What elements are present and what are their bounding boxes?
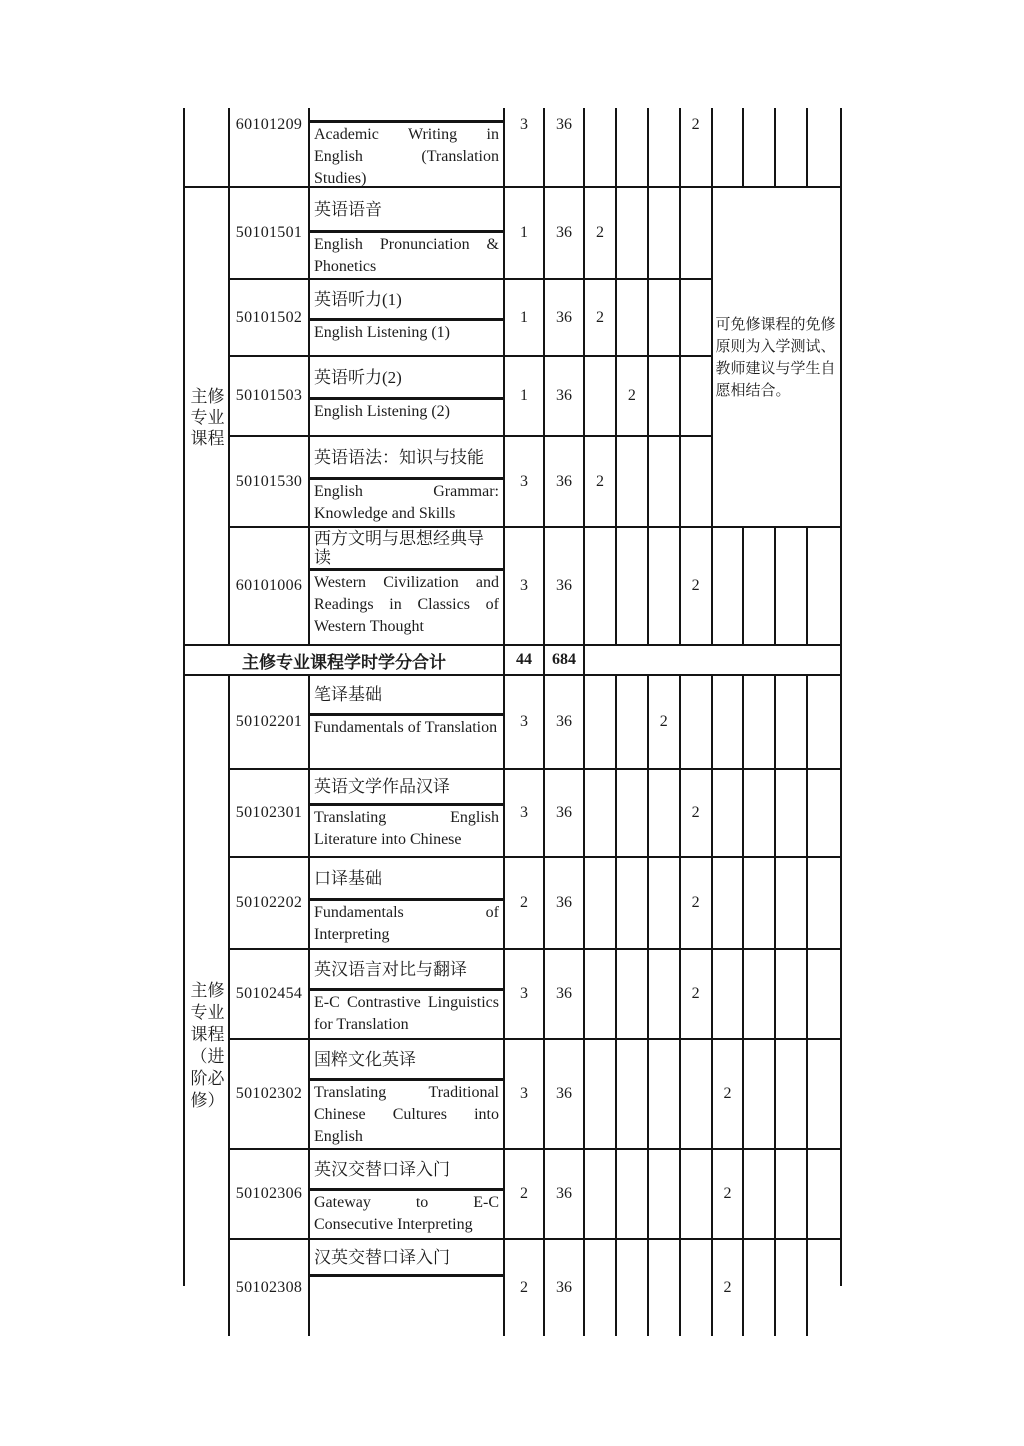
course-name-english: Western Civilization and Readings in Classics of Western Thought (314, 574, 499, 635)
category-label-lower: 主修专业课程（进阶必修） (190, 981, 225, 1110)
course-row (185, 770, 840, 858)
semester-cell (681, 676, 713, 770)
course-name-cell (310, 1040, 505, 1150)
hours-value: 36 (545, 1040, 585, 1150)
course-row (185, 108, 840, 188)
semester-cell (649, 1240, 681, 1336)
semester-cell (617, 1240, 649, 1336)
course-name-cell (310, 1150, 505, 1240)
semester-cell: 2 (585, 280, 617, 357)
semester-cell (808, 1240, 840, 1336)
semester-cell (585, 108, 617, 188)
course-row (185, 1040, 840, 1150)
semester-cell (585, 528, 617, 646)
course-code: 50102302 (230, 1040, 310, 1150)
course-code: 50102301 (230, 770, 310, 858)
course-code: 50102454 (230, 950, 310, 1040)
course-name-cell (310, 108, 505, 188)
semester-cell (776, 1240, 808, 1336)
semester-cell (617, 858, 649, 950)
course-name-cell (310, 280, 505, 357)
credit-value: 3 (505, 770, 545, 858)
semester-cell (649, 950, 681, 1040)
course-name-cell (310, 950, 505, 1040)
hours-value: 36 (545, 1150, 585, 1240)
course-name-english: E-C Contrastive Linguistics for Translation (314, 994, 499, 1033)
hours-value: 36 (545, 676, 585, 770)
semester-cell (808, 858, 840, 950)
course-code: 60101209 (230, 108, 310, 188)
hours-value: 36 (545, 858, 585, 950)
semester-cell (585, 858, 617, 950)
semester-cell (776, 950, 808, 1040)
semester-cell (713, 108, 745, 188)
semester-cell (617, 1040, 649, 1150)
semester-cell (744, 1040, 776, 1150)
hours-value: 36 (545, 770, 585, 858)
semester-cell (649, 1150, 681, 1240)
semester-cell (649, 188, 681, 280)
semester-cell (681, 188, 713, 280)
semester-cell (649, 108, 681, 188)
course-name-cell (310, 858, 505, 950)
semester-cell (744, 1240, 776, 1336)
summary-credits: 44 (505, 646, 545, 676)
semester-cell (585, 1240, 617, 1336)
course-name-chinese: 英语听力(1) (310, 280, 503, 321)
semester-cell (585, 950, 617, 1040)
semester-cell (649, 858, 681, 950)
course-code: 50101503 (230, 357, 310, 437)
summary-label: 主修专业课程学时学分合计 (185, 646, 505, 676)
semester-cell: 2 (681, 770, 713, 858)
course-name-english: Translating Traditional Chinese Cultures into English (314, 1084, 499, 1145)
semester-cell (585, 1040, 617, 1150)
course-name-chinese: 西方文明与思想经典导读 (310, 528, 503, 571)
semester-cell (744, 108, 776, 188)
category-cell (185, 108, 230, 188)
course-name-chinese: 汉英交替口译入门 (310, 1240, 503, 1277)
semester-cell (681, 1150, 713, 1240)
course-name-english: Fundamentals of Interpreting (314, 904, 499, 943)
course-row (185, 528, 840, 646)
semester-cell: 2 (713, 1240, 745, 1336)
course-name-chinese: 口译基础 (310, 858, 503, 901)
course-code: 50102202 (230, 858, 310, 950)
semester-cell (808, 676, 840, 770)
semester-cell: 2 (681, 950, 713, 1040)
hours-value: 36 (545, 950, 585, 1040)
course-name-english: English Listening (1) (314, 324, 450, 341)
course-name-cell (310, 770, 505, 858)
semester-cell (681, 357, 713, 437)
hours-value: 36 (545, 1240, 585, 1336)
semester-cell: 2 (585, 188, 617, 280)
course-name-english: English Pronunciation & Phonetics (314, 236, 499, 275)
semester-cell (808, 950, 840, 1040)
semester-cell (713, 858, 745, 950)
semester-cell: 2 (681, 108, 713, 188)
semester-cell (585, 676, 617, 770)
course-name-cell (310, 188, 505, 280)
semester-cell (776, 1040, 808, 1150)
semester-cell (649, 437, 681, 528)
semester-cell (649, 528, 681, 646)
semester-cell: 2 (681, 528, 713, 646)
semester-cell (617, 437, 649, 528)
credit-value: 2 (505, 1240, 545, 1336)
summary-hours: 684 (545, 646, 585, 676)
course-code: 50102308 (230, 1240, 310, 1336)
course-name-chinese: 英汉交替口译入门 (310, 1150, 503, 1191)
semester-cell (585, 1150, 617, 1240)
summary-row (185, 646, 840, 676)
semester-cell: 2 (617, 357, 649, 437)
course-name-cell (310, 357, 505, 437)
semester-cell (744, 858, 776, 950)
credit-value: 3 (505, 676, 545, 770)
course-name-cell (310, 1240, 505, 1336)
credit-value: 3 (505, 108, 545, 188)
course-code: 50101502 (230, 280, 310, 357)
hours-value: 36 (545, 357, 585, 437)
semester-cell (776, 108, 808, 188)
credit-value: 1 (505, 188, 545, 280)
semester-cell (649, 280, 681, 357)
summary-empty-cell (585, 646, 840, 676)
course-row (185, 1240, 840, 1336)
semester-cell (744, 770, 776, 858)
hours-value: 36 (545, 528, 585, 646)
semester-cell (744, 528, 776, 646)
credit-value: 2 (505, 1150, 545, 1240)
semester-cell (681, 437, 713, 528)
category-label-upper: 主修专业课程 (190, 386, 225, 448)
hours-value: 36 (545, 437, 585, 528)
semester-cell (808, 770, 840, 858)
semester-cell (649, 1040, 681, 1150)
course-name-chinese: 英语文学作品汉译 (310, 770, 503, 806)
notes-cell: 可免修课程的免修原则为入学测试、教师建议与学生自愿相结合。 (715, 317, 836, 399)
semester-cell (617, 108, 649, 188)
semester-cell (776, 1150, 808, 1240)
credit-value: 1 (505, 357, 545, 437)
semester-cell (585, 770, 617, 858)
course-name-english: Gateway to E-C Consecutive Interpreting (314, 1194, 499, 1233)
semester-cell (744, 1150, 776, 1240)
course-row (185, 950, 840, 1040)
semester-cell (776, 676, 808, 770)
semester-cell: 2 (649, 676, 681, 770)
course-name-english: Academic Writing in English (Translation Studies) (310, 120, 503, 191)
course-name-english: English Listening (2) (314, 403, 450, 420)
hours-value: 36 (545, 108, 585, 188)
semester-cell (713, 950, 745, 1040)
course-name-chinese: 国粹文化英译 (310, 1040, 503, 1081)
semester-cell (776, 858, 808, 950)
semester-cell (681, 1040, 713, 1150)
semester-cell: 2 (585, 437, 617, 528)
semester-cell (617, 1150, 649, 1240)
semester-cell (776, 770, 808, 858)
course-row (185, 676, 840, 770)
credit-value: 3 (505, 528, 545, 646)
course-name-chinese: 笔译基础 (310, 676, 503, 716)
credit-value: 1 (505, 280, 545, 357)
course-row (185, 858, 840, 950)
semester-cell (713, 528, 745, 646)
course-name-english: Translating English Literature into Chinese (314, 809, 499, 848)
course-row (185, 1150, 840, 1240)
semester-cell (585, 357, 617, 437)
course-code: 50101530 (230, 437, 310, 528)
semester-cell (776, 528, 808, 646)
semester-cell (713, 676, 745, 770)
semester-cell (617, 188, 649, 280)
hours-value: 36 (545, 280, 585, 357)
course-code: 50102306 (230, 1150, 310, 1240)
course-name-cell (310, 676, 505, 770)
course-name-cell (310, 528, 505, 646)
course-name-english: English Grammar: Knowledge and Skills (314, 483, 499, 522)
course-code: 60101006 (230, 528, 310, 646)
hours-value: 36 (545, 188, 585, 280)
course-name-english (310, 1277, 503, 1336)
semester-cell (744, 676, 776, 770)
course-code: 50101501 (230, 188, 310, 280)
semester-cell (681, 1240, 713, 1336)
course-name-chinese: 英语语音 (310, 188, 503, 233)
semester-cell: 2 (713, 1040, 745, 1150)
semester-cell (649, 357, 681, 437)
semester-cell (649, 770, 681, 858)
credit-value: 3 (505, 1040, 545, 1150)
semester-cell (808, 1150, 840, 1240)
semester-cell (617, 280, 649, 357)
course-name-cell (310, 437, 505, 528)
credit-value: 3 (505, 437, 545, 528)
semester-cell (808, 108, 840, 188)
semester-cell (744, 950, 776, 1040)
course-name-chinese: 英语语法：知识与技能 (310, 437, 503, 480)
curriculum-table (183, 108, 842, 1296)
course-name-english: Fundamentals of Translation (314, 719, 498, 736)
course-name-chinese: 英语听力(2) (310, 357, 503, 400)
course-name-chinese: 英汉语言对比与翻译 (310, 950, 503, 991)
semester-cell (808, 528, 840, 646)
semester-cell (617, 528, 649, 646)
course-code: 50102201 (230, 676, 310, 770)
semester-cell (713, 770, 745, 858)
semester-cell (681, 280, 713, 357)
semester-cell: 2 (681, 858, 713, 950)
credit-value: 3 (505, 950, 545, 1040)
semester-cell (617, 676, 649, 770)
semester-cell (808, 1040, 840, 1150)
credit-value: 2 (505, 858, 545, 950)
semester-cell (617, 950, 649, 1040)
semester-cell: 2 (713, 1150, 745, 1240)
semester-cell (617, 770, 649, 858)
